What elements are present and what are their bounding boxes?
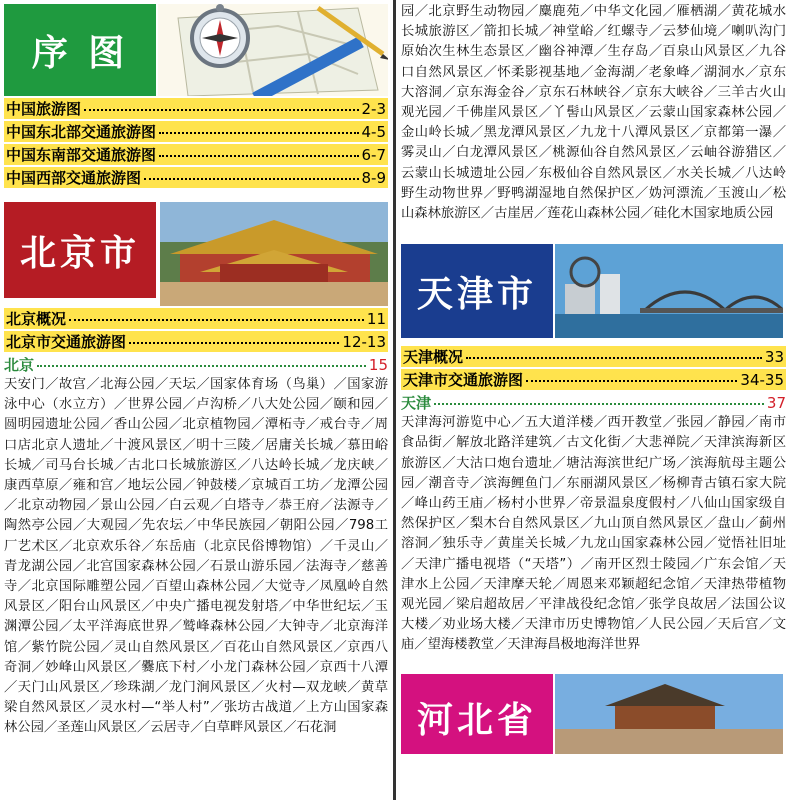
beijing-attractions-continued: 园／北京野生动物园／麋鹿苑／中华文化园／雁栖湖／黄花城水长城旅游区／箭扣长城／神堂峪／红螺寺／云梦仙境／喇叭沟门原始次生林生态景区／幽谷神潭／生存岛／百泉山风景区／九谷口自然风景区／怀柔影视基地／金海湖／老象峰／湖洞水／京东大溶洞／京东海金谷／京东石林峡谷／京东大峡谷／三羊古火山观光园／千佛崖风景区／丫髻山风景区／云蒙山国家森林公园／金山岭长城／黑龙潭风景区／九龙十八潭风景区／京都第一瀑／雾灵山／白龙潭风景区／桃源仙谷自然风景区／云岫谷游猎区／云蒙山长城遗址公园／东极仙谷自然风景区／水关长城／八达岭野生动物世界／野鸭湖湿地自然保护区／妫河漂流／玉渡山／松山森林旅游区／古崖居／莲花山森林公园／硅化木国家地质公园 [401,4,786,222]
leader-dots [159,149,358,157]
sub-page: 37 [766,393,786,412]
column-divider [393,0,396,800]
beijing-title: 北京市 [4,202,156,298]
toc-row[interactable] [4,144,388,165]
tianjin-bridge-photo [555,244,786,338]
toc-label: 中国东南部交通旅游图 [6,146,157,164]
toc-page: 34-35 [740,370,784,389]
toc-label: 天津市交通旅游图 [403,371,524,390]
leader-dots [37,359,366,367]
toc-row[interactable] [4,167,388,188]
toc-row[interactable] [401,369,786,390]
hebei-gate-photo [555,674,786,754]
tianjin-title: 天津市 [401,244,553,338]
toc-page: 8-9 [361,168,386,187]
tianjin-toc [397,346,790,390]
toc-label: 中国西部交通旅游图 [6,169,142,187]
beijing-header [0,198,392,308]
sub-page: 15 [368,355,388,374]
leader-dots [84,103,358,111]
beijing-toc [0,308,392,352]
beijing-attractions: 天安门／故宫／北海公园／天坛／国家体育场（鸟巢）／国家游泳中心（水立方）／世界公园／卢沟桥／八大处公园／颐和园／圆明园遗址公园／香山公园／北京植物园／潭柘寺／戒台寺／周口店北京人遗址／十渡风景区／明十三陵／居庸关长城／慕田峪长城／司马台长城／古北口长城旅游区／八达岭长城／龙庆峡／康西草原／雍和宫／地坛公园／钟鼓楼／京城百工坊／龙潭公园／北京动物园／景山公园／白云观／白塔寺／恭王府／法源寺／陶然亭公园／大观园／先农坛／中华民族园／朝阳公园／798工厂艺术区／北京欢乐谷／东岳庙（北京民俗博物馆）／千灵山／青龙湖公园／北宫国家森林公园／石景山游乐园／法海寺／慈善寺／北京国际雕塑公园／百望山森林公园／大觉寺／凤凰岭自然风景区／阳台山风景区／中央广播电视发射塔／中华世纪坛／玉渊潭公园／太平洋海底世界／鹫峰森林公园／大钟寺／北京海洋馆／紫竹院公园／灵山自然风景区／百花山自然风景区／京西八奇洞／妙峰山风景区／爨底下村／小龙门森林公园／京西十八潭／天门山风景区／珍珠湖／龙门涧风景区／火村—双龙峡／黄草梁自然风景区／灵水村—“举人村”／张坊古战道／上方山国家森林公园／圣莲山风景区／云居寺／白草畔风景区／石花洞 [4,377,388,736]
preface-title: 序 图 [4,4,156,96]
preface-header [0,0,392,98]
compass-map-icon [158,4,388,96]
toc-page: 12-13 [342,332,386,351]
map-compass-illustration [158,4,388,96]
toc-page: 2-3 [361,99,386,118]
preface-toc [0,98,392,188]
hebei-title: 河北省 [401,674,553,754]
beijing-sub-entry[interactable] [4,354,388,375]
gate-photo-icon [555,674,783,754]
toc-label: 北京概况 [6,310,67,328]
bridge-photo-icon [555,244,783,338]
leader-dots [526,374,737,382]
toc-label: 中国旅游图 [6,100,82,118]
toc-row[interactable] [4,98,388,119]
toc-row[interactable] [4,331,388,352]
toc-row[interactable] [4,121,388,142]
toc-page: 33 [764,347,784,366]
forbidden-city-photo [160,202,388,306]
toc-page: 4-5 [361,122,386,141]
toc-row[interactable] [401,346,786,367]
hebei-header [397,670,790,750]
leader-dots [144,172,358,180]
palace-photo-icon [160,202,388,306]
right-column [397,0,790,800]
leader-dots [466,351,762,359]
toc-page: 6-7 [361,145,386,164]
toc-label: 北京市交通旅游图 [6,333,127,351]
tianjin-header [397,240,790,346]
toc-row[interactable] [4,308,388,329]
left-column [0,0,392,800]
sub-label: 北京 [4,356,35,374]
tianjin-attractions: 天津海河游览中心／五大道洋楼／西开教堂／张园／静园／南市食品街／解放北路洋建筑／古文化街／大悲禅院／天津滨海新区旅游区／大沽口炮台遗址／塘沽海滨世纪广场／滨海航母主题公园／潮音寺／滨海鲤鱼门／东丽湖风景区／杨柳青古镇石家大院／峰山药王庙／杨村小世界／帝景温泉度假村／八仙山国家级自然保护区／梨木台自然风景区／九山顶自然风景区／盘山／蓟州溶洞／独乐寺／黄崖关长城／九龙山国家森林公园／觉悟社旧址／天津广播电视塔（“天塔”）／南开区烈士陵园／广东会馆／天津水上公园／天津摩天轮／周恩来邓颖超纪念馆／天津热带植物观光园／梁启超故居／平津战役纪念馆／张学良故居／法国公议大楼／劝业场大楼／天津市历史博物馆／人民公园／天后宫／文庙／望海楼教堂／天津海昌极地海洋世界 [401,415,786,653]
leader-dots [69,313,364,321]
toc-page: 11 [366,309,386,328]
toc-label: 天津概况 [403,348,464,367]
leader-dots [434,397,764,405]
leader-dots [129,336,339,344]
leader-dots [159,126,358,134]
tianjin-sub-entry[interactable] [401,392,786,413]
sub-label: 天津 [401,394,432,413]
toc-label: 中国东北部交通旅游图 [6,123,157,141]
